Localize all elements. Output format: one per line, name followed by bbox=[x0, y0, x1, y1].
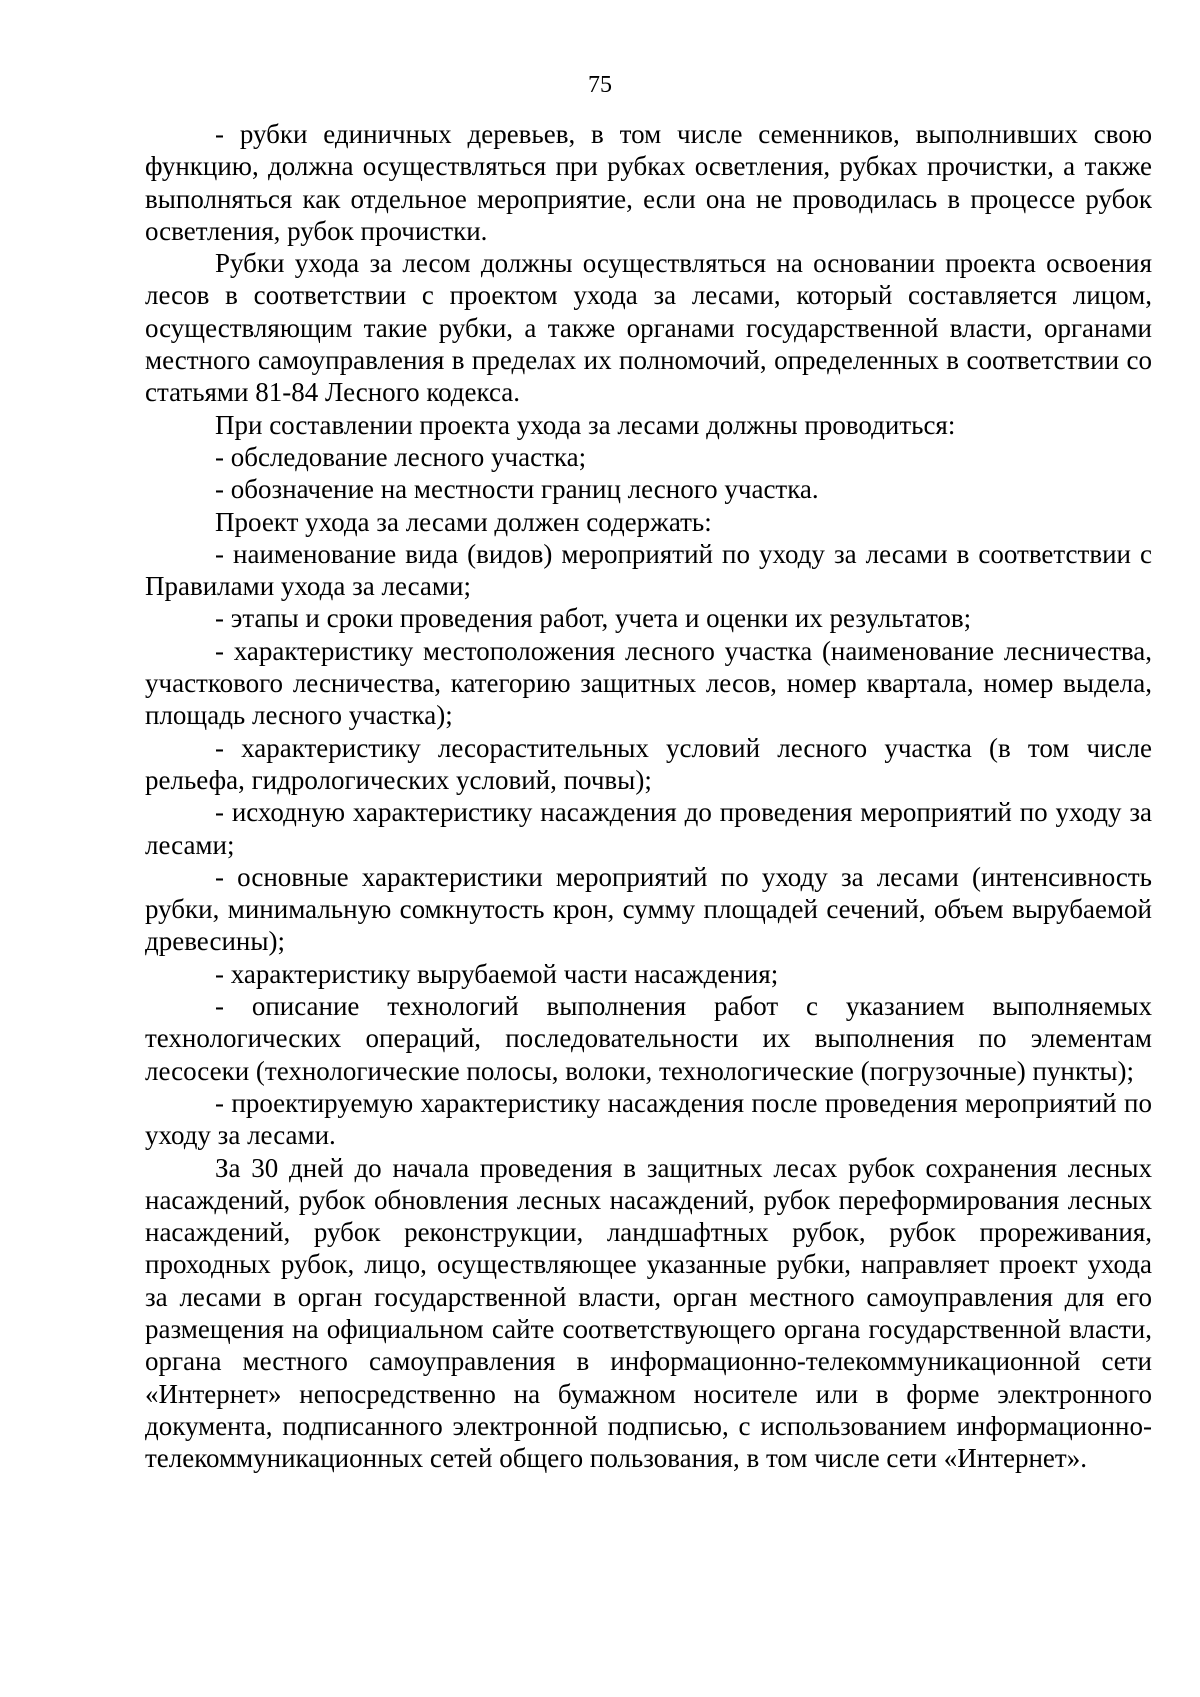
paragraph-single-tree-cutting: - рубки единичных деревьев, в том числе семенников, выполнивших свою функцию, должна осуществляться при рубках осветления, рубках прочистки, а также выполняться как отдельное мероприятие, если она не проводилась в процессе рубок осветления, рубок прочистки. bbox=[145, 119, 1152, 246]
paragraph-care-cutting-basis: Рубки ухода за лесом должны осуществляться на основании проекта освоения лесов в соответствии с проектом ухода за лесами, который составляется лицом, осуществляющим такие рубки, а также органами государственной власти, органами местного самоуправления в пределах их полномочий, определенных в соответствии со статьями 81-84 Лесного кодекса. bbox=[145, 248, 1152, 408]
list-item-boundary-marking: - обозначение на местности границ лесного участка. bbox=[215, 474, 819, 505]
list-item-measure-characteristics: - основные характеристики мероприятий по уходу за лесами (интенсивность рубки, минимальную сомкнутость крон, сумму площадей сечений, объем вырубаемой древесины); bbox=[145, 861, 1152, 957]
list-item-site-survey: - обследование лесного участка; bbox=[215, 441, 587, 472]
list-item-technology-description: - описание технологий выполнения работ с указанием выполняемых технологических операций, последовательности их выполнения по элементам лесосеки (технологические полосы, волоки, технологические (погрузочные) пункты); bbox=[145, 991, 1152, 1086]
document-body bbox=[145, 118, 1152, 1474]
page-number: 75 bbox=[588, 72, 612, 98]
list-item-location-characteristics: - характеристику местоположения лесного участка (наименование лесничества, участкового лесничества, категорию защитных лесов, номер квартала, номер выдела, площадь лесного участка); bbox=[145, 635, 1152, 731]
list-item-cut-portion: - характеристику вырубаемой части насаждения; bbox=[215, 958, 779, 989]
list-item-measure-types: - наименование вида (видов) мероприятий по уходу за лесами в соответствии с Правилами ухода за лесами; bbox=[145, 538, 1152, 602]
list-item-growth-conditions: - характеристику лесорастительных условий лесного участка (в том числе рельефа, гидрологических условий, почвы); bbox=[145, 732, 1152, 795]
list-item-stages-and-terms: - этапы и сроки проведения работ, учета и оценки их результатов; bbox=[215, 603, 972, 634]
paragraph-project-contents: Проект ухода за лесами должен содержать: bbox=[215, 506, 712, 537]
list-item-projected-stand: - проектируемую характеристику насаждения после проведения мероприятий по уходу за лесами. bbox=[145, 1087, 1152, 1151]
paragraph-submission-deadline: За 30 дней до начала проведения в защитных лесах рубок сохранения лесных насаждений, рубок обновления лесных насаждений, рубок переформирования лесных насаждений, рубок реконструкции, ландшафтных рубок, рубок прореживания, проходных рубок, лицо, осуществляющее указанные рубки, направляет проект ухода за лесами в орган государственной власти, орган местного самоуправления для его размещения на официальном сайте соответствующего органа государственной власти, органа местного самоуправления в информационно-телекоммуникационной сети «Интернет» непосредственно на бумажном носителе или в форме электронного документа, подписанного электронной подписью, с использованием информационно-телекоммуникационных сетей общего пользования, в том числе сети «Интернет». bbox=[145, 1152, 1152, 1474]
paragraph-project-preparation: При составлении проекта ухода за лесами должны проводиться: bbox=[215, 409, 956, 440]
list-item-initial-stand: - исходную характеристику насаждения до проведения мероприятий по уходу за лесами; bbox=[145, 797, 1152, 860]
